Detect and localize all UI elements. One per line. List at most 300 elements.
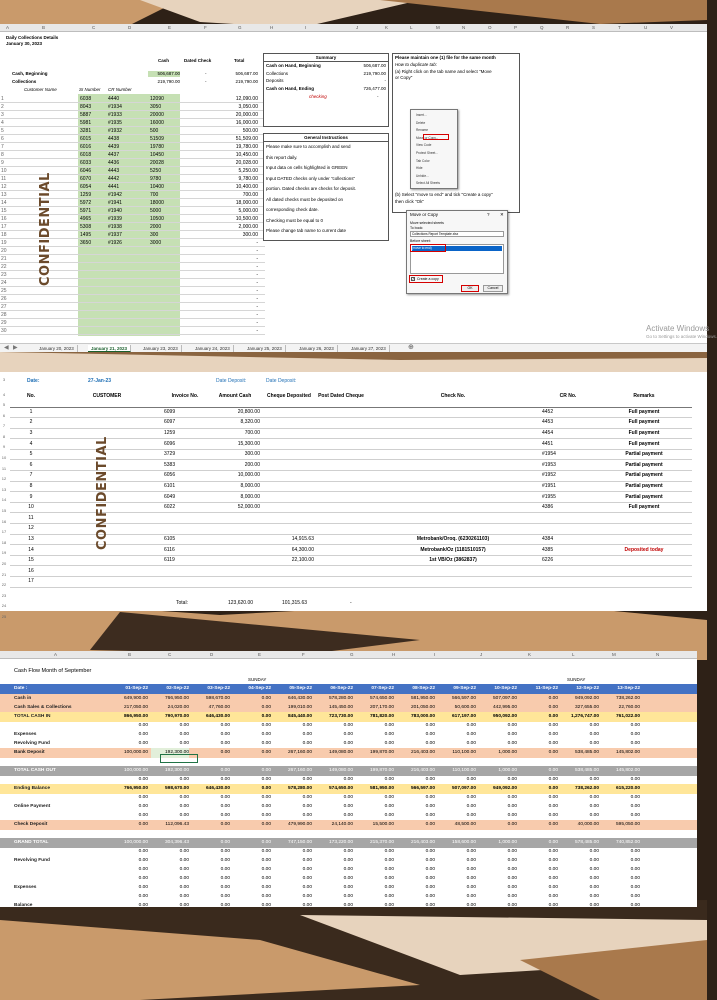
si-number[interactable]: 5972	[80, 200, 92, 206]
context-menu-item[interactable]: Select All Sheets	[416, 181, 440, 186]
value-cell[interactable]: 595,050.00	[615, 822, 640, 827]
value-cell[interactable]: 0.00	[179, 903, 189, 908]
value-cell[interactable]: 0.00	[343, 849, 353, 854]
cash-amount[interactable]: 3050	[150, 104, 162, 110]
value-cell[interactable]: 0.00	[548, 804, 558, 809]
value-cell[interactable]: 47,760.00	[208, 705, 230, 710]
value-cell[interactable]: 790,970.00	[164, 714, 189, 719]
amount-cash[interactable]: 700.00	[208, 428, 262, 439]
amount-cash[interactable]: 300.00	[208, 449, 262, 460]
si-number[interactable]: 6038	[80, 96, 92, 102]
value-cell[interactable]: 145,450.00	[328, 705, 353, 710]
cash-amount[interactable]: 5250	[150, 168, 162, 174]
cr-no[interactable]: 6226	[540, 555, 596, 566]
cheque-deposited[interactable]	[262, 418, 316, 429]
check-no[interactable]	[366, 524, 540, 535]
context-menu-item[interactable]: Move or Copy...	[416, 135, 439, 140]
value-cell[interactable]: 0.00	[548, 867, 558, 872]
cash-amount[interactable]: 300	[150, 232, 159, 238]
value-cell[interactable]: 0.00	[466, 777, 476, 782]
value-cell[interactable]: 766,950.00	[164, 696, 189, 701]
post-dated-cheque[interactable]	[316, 545, 366, 556]
value-cell[interactable]: 0.00	[589, 795, 599, 800]
si-number[interactable]: 3281	[80, 128, 92, 134]
value-cell[interactable]: 574,650.00	[328, 786, 353, 791]
value-cell[interactable]: 158,600.00	[451, 840, 476, 845]
value-cell[interactable]: 0.00	[220, 894, 230, 899]
value-cell[interactable]: 0.00	[384, 867, 394, 872]
invoice-no[interactable]: 6105	[162, 534, 208, 545]
value-cell[interactable]: 0.00	[630, 849, 640, 854]
value-cell[interactable]: 0.00	[179, 732, 189, 737]
value-cell[interactable]: 0.00	[220, 876, 230, 881]
cr-number[interactable]: 4439	[108, 144, 120, 150]
check-no[interactable]	[366, 566, 540, 577]
value-cell[interactable]: 0.00	[384, 849, 394, 854]
value-cell[interactable]: 646,430.00	[287, 696, 312, 701]
value-cell[interactable]: 0.00	[179, 723, 189, 728]
value-cell[interactable]: 0.00	[548, 813, 558, 818]
cr-number[interactable]: #1926	[108, 240, 122, 246]
check-no[interactable]	[366, 449, 540, 460]
value-cell[interactable]: 0.00	[138, 858, 148, 863]
value-cell[interactable]: 0.00	[220, 813, 230, 818]
value-cell[interactable]: 0.00	[343, 813, 353, 818]
context-menu-item[interactable]: Protect Sheet...	[416, 151, 438, 155]
amount-cash[interactable]	[208, 513, 262, 524]
cheque-deposited[interactable]	[262, 524, 316, 535]
value-cell[interactable]: 0.00	[302, 723, 312, 728]
value-cell[interactable]: 0.00	[589, 849, 599, 854]
value-cell[interactable]: 0.00	[220, 804, 230, 809]
value-cell[interactable]: 0.00	[384, 876, 394, 881]
cash-beginning-cash[interactable]: 506,687.00	[148, 71, 180, 77]
value-cell[interactable]: 304,396.43	[164, 840, 189, 845]
value-cell[interactable]: 0.00	[466, 849, 476, 854]
sheet-tab[interactable]: January 24, 2023	[192, 345, 234, 352]
value-cell[interactable]: 1,000.00	[498, 840, 517, 845]
si-number[interactable]: 4965	[80, 216, 92, 222]
value-cell[interactable]: 149,080.00	[328, 750, 353, 755]
amount-cash[interactable]	[208, 545, 262, 556]
invoice-no[interactable]: 6049	[162, 492, 208, 503]
value-cell[interactable]: 216,403.00	[410, 750, 435, 755]
amount-cash[interactable]: 8,000.00	[208, 492, 262, 503]
value-cell[interactable]: 207,170.00	[369, 705, 394, 710]
value-cell[interactable]: 267,160.00	[287, 768, 312, 773]
cr-no[interactable]: 4453	[540, 418, 596, 429]
invoice-no[interactable]	[162, 513, 208, 524]
sheet-tab[interactable]: January 23, 2023	[140, 345, 182, 352]
value-cell[interactable]: 24,140.00	[331, 822, 353, 827]
remarks[interactable]: Full payment	[596, 502, 692, 513]
customer-cell[interactable]	[52, 555, 162, 566]
check-no[interactable]	[366, 471, 540, 482]
si-number[interactable]: 6015	[80, 136, 92, 142]
cheque-deposited[interactable]	[262, 407, 316, 418]
value-cell[interactable]: 538,485.00	[574, 750, 599, 755]
cheque-deposited[interactable]	[262, 471, 316, 482]
value-cell[interactable]: 0.00	[425, 804, 435, 809]
cheque-deposited[interactable]	[262, 460, 316, 471]
value-cell[interactable]: 0.00	[630, 732, 640, 737]
remarks[interactable]: Full payment	[596, 439, 692, 450]
value-cell[interactable]: 0.00	[343, 894, 353, 899]
post-dated-cheque[interactable]	[316, 439, 366, 450]
value-cell[interactable]: 0.00	[425, 813, 435, 818]
value-cell[interactable]: 0.00	[261, 741, 271, 746]
value-cell[interactable]: 845,440.00	[287, 714, 312, 719]
value-cell[interactable]: 0.00	[384, 723, 394, 728]
cancel-button[interactable]: Cancel	[483, 285, 503, 292]
amount-cash[interactable]	[208, 566, 262, 577]
context-menu-item[interactable]: Delete	[416, 120, 426, 125]
si-number[interactable]: 1259	[80, 192, 92, 198]
invoice-no[interactable]: 6099	[162, 407, 208, 418]
invoice-no[interactable]: 6097	[162, 418, 208, 429]
value-cell[interactable]: 0.00	[384, 903, 394, 908]
value-cell[interactable]: 0.00	[302, 732, 312, 737]
value-cell[interactable]: 0.00	[589, 903, 599, 908]
dialog-close-icon[interactable]: ✕	[500, 212, 504, 217]
cr-number[interactable]: #1937	[108, 232, 122, 238]
check-no[interactable]: Metrobank/Oroq. (6230261103)	[366, 534, 540, 545]
value-cell[interactable]: 578,280.00	[328, 696, 353, 701]
value-cell[interactable]: 0.00	[589, 876, 599, 881]
value-cell[interactable]: 267,160.00	[287, 750, 312, 755]
value-cell[interactable]: 0.00	[589, 732, 599, 737]
value-cell[interactable]: 0.00	[384, 777, 394, 782]
amount-cash[interactable]	[208, 524, 262, 535]
value-cell[interactable]: 0.00	[466, 867, 476, 872]
context-menu-item[interactable]: View Code	[416, 143, 432, 148]
remarks[interactable]	[596, 566, 692, 577]
value-cell[interactable]: 0.00	[220, 840, 230, 845]
invoice-no[interactable]: 6096	[162, 439, 208, 450]
value-cell[interactable]: 110,100.00	[452, 768, 476, 773]
value-cell[interactable]: 0.00	[261, 894, 271, 899]
value-cell[interactable]: 100,000.00	[123, 750, 148, 755]
check-no[interactable]	[366, 418, 540, 429]
value-cell[interactable]: 0.00	[630, 723, 640, 728]
value-cell[interactable]: 0.00	[548, 822, 558, 827]
invoice-no[interactable]: 1259	[162, 428, 208, 439]
remarks[interactable]: Partial payment	[596, 471, 692, 482]
value-cell[interactable]: 0.00	[261, 705, 271, 710]
sheet-tab[interactable]: January 27, 2023	[348, 345, 390, 352]
invoice-no[interactable]: 6116	[162, 545, 208, 556]
value-cell[interactable]: 0.00	[343, 867, 353, 872]
value-cell[interactable]: 48,500.00	[454, 822, 476, 827]
invoice-no[interactable]	[162, 577, 208, 588]
cash-amount[interactable]: 12090	[150, 96, 164, 102]
cheque-deposited[interactable]: 64,300.00	[262, 545, 316, 556]
value-cell[interactable]: 0.00	[589, 741, 599, 746]
value-cell[interactable]: 0.00	[630, 795, 640, 800]
cheque-deposited[interactable]	[262, 428, 316, 439]
customer-cell[interactable]	[52, 566, 162, 577]
value-cell[interactable]: 0.00	[589, 894, 599, 899]
to-book-select[interactable]: Collections Report Template.xlsx	[410, 231, 504, 237]
add-sheet-icon[interactable]: ⊕	[408, 344, 414, 351]
value-cell[interactable]: 0.00	[302, 813, 312, 818]
value-cell[interactable]: 0.00	[384, 894, 394, 899]
value-cell[interactable]: 0.00	[138, 822, 148, 827]
value-cell[interactable]: 0.00	[179, 867, 189, 872]
value-cell[interactable]: 0.00	[507, 741, 517, 746]
value-cell[interactable]: 0.00	[261, 903, 271, 908]
si-number[interactable]: 5887	[80, 112, 92, 118]
value-cell[interactable]: 22,760.00	[618, 705, 640, 710]
value-cell[interactable]: 0.00	[179, 795, 189, 800]
cash-amount[interactable]: 19780	[150, 144, 164, 150]
si-number[interactable]: 8043	[80, 104, 92, 110]
value-cell[interactable]: 0.00	[343, 795, 353, 800]
value-cell[interactable]: 0.00	[384, 813, 394, 818]
value-cell[interactable]: 566,597.00	[410, 786, 435, 791]
value-cell[interactable]: 0.00	[220, 777, 230, 782]
value-cell[interactable]: 0.00	[548, 723, 558, 728]
cr-no[interactable]: #1951	[540, 481, 596, 492]
value-cell[interactable]: 0.00	[630, 867, 640, 872]
value-cell[interactable]: 0.00	[302, 867, 312, 872]
value-cell[interactable]: 0.00	[343, 723, 353, 728]
tab-scroll-left-icon[interactable]: ◀	[4, 345, 9, 351]
value-cell[interactable]: 0.00	[507, 858, 517, 863]
value-cell[interactable]: 199,010.00	[287, 705, 312, 710]
value-cell[interactable]: 0.00	[220, 768, 230, 773]
value-cell[interactable]: 538,485.00	[574, 768, 599, 773]
value-cell[interactable]: 0.00	[302, 894, 312, 899]
sheet-tab[interactable]: January 25, 2023	[244, 345, 286, 352]
value-cell[interactable]: 216,403.00	[410, 768, 435, 773]
value-cell[interactable]: 0.00	[261, 786, 271, 791]
value-cell[interactable]: 0.00	[220, 849, 230, 854]
amount-cash[interactable]: 8,000.00	[208, 481, 262, 492]
value-cell[interactable]: 0.00	[548, 777, 558, 782]
value-cell[interactable]: 0.00	[261, 723, 271, 728]
value-cell[interactable]: 507,097.00	[492, 696, 517, 701]
cash-amount[interactable]: 16000	[150, 120, 164, 126]
context-menu-item[interactable]: Hide	[416, 166, 423, 171]
value-cell[interactable]: 192,300.00	[151, 748, 189, 758]
si-number[interactable]: 6016	[80, 144, 92, 150]
cr-number[interactable]: 4442	[108, 176, 120, 182]
remarks[interactable]: Full payment	[596, 418, 692, 429]
value-cell[interactable]: 0.00	[630, 858, 640, 863]
value-cell[interactable]: 0.00	[261, 714, 271, 719]
value-cell[interactable]: 578,485.00	[574, 840, 599, 845]
cr-number[interactable]: #1939	[108, 216, 122, 222]
value-cell[interactable]: 0.00	[507, 813, 517, 818]
value-cell[interactable]: 24,020.00	[167, 705, 189, 710]
cheque-deposited[interactable]	[262, 577, 316, 588]
amount-cash[interactable]: 20,800.00	[208, 407, 262, 418]
value-cell[interactable]: 0.00	[466, 732, 476, 737]
cash-amount[interactable]: 51509	[150, 136, 164, 142]
cheque-deposited[interactable]	[262, 502, 316, 513]
cheque-deposited[interactable]: 22,100.00	[262, 555, 316, 566]
value-cell[interactable]: 574,650.00	[369, 696, 394, 701]
value-cell[interactable]: 0.00	[507, 723, 517, 728]
post-dated-cheque[interactable]	[316, 481, 366, 492]
value-cell[interactable]: 615,220.00	[615, 786, 640, 791]
cash-amount[interactable]: 9780	[150, 176, 162, 182]
amount-cash[interactable]	[208, 555, 262, 566]
value-cell[interactable]: 0.00	[220, 885, 230, 890]
si-number[interactable]: 6046	[80, 168, 92, 174]
value-cell[interactable]: 0.00	[425, 867, 435, 872]
post-dated-cheque[interactable]	[316, 524, 366, 535]
context-menu-item[interactable]: Unhide...	[416, 173, 429, 178]
cr-number[interactable]: 4443	[108, 168, 120, 174]
value-cell[interactable]: 0.00	[548, 732, 558, 737]
value-cell[interactable]: 0.00	[425, 723, 435, 728]
check-no[interactable]: 1st VB/Oz (3862837)	[366, 555, 540, 566]
cheque-deposited[interactable]	[262, 566, 316, 577]
value-cell[interactable]: 0.00	[302, 858, 312, 863]
cr-no[interactable]: 4384	[540, 534, 596, 545]
value-cell[interactable]: 0.00	[138, 876, 148, 881]
value-cell[interactable]: 0.00	[466, 804, 476, 809]
check-no[interactable]	[366, 407, 540, 418]
value-cell[interactable]: 738,262.00	[574, 786, 599, 791]
value-cell[interactable]: 0.00	[179, 849, 189, 854]
cr-number[interactable]: #1942	[108, 192, 122, 198]
value-cell[interactable]: 0.00	[261, 885, 271, 890]
value-cell[interactable]: 0.00	[548, 696, 558, 701]
value-cell[interactable]: 0.00	[220, 867, 230, 872]
value-cell[interactable]: 0.00	[179, 741, 189, 746]
value-cell[interactable]: 0.00	[425, 777, 435, 782]
post-dated-cheque[interactable]	[316, 502, 366, 513]
value-cell[interactable]: 0.00	[548, 858, 558, 863]
value-cell[interactable]: 0.00	[384, 732, 394, 737]
value-cell[interactable]: 0.00	[138, 732, 148, 737]
remarks[interactable]: Partial payment	[596, 449, 692, 460]
cash-amount[interactable]: 18000	[150, 200, 164, 206]
value-cell[interactable]: 0.00	[138, 723, 148, 728]
value-cell[interactable]: 173,220.00	[328, 840, 353, 845]
value-cell[interactable]: 50,600.00	[454, 705, 476, 710]
value-cell[interactable]: 0.00	[138, 903, 148, 908]
check-no[interactable]	[366, 513, 540, 524]
value-cell[interactable]: 0.00	[138, 741, 148, 746]
value-cell[interactable]: 145,802.00	[615, 768, 640, 773]
value-cell[interactable]: 216,403.00	[410, 840, 435, 845]
value-cell[interactable]: 100,000.00	[123, 768, 148, 773]
cr-number[interactable]: 4440	[108, 96, 120, 102]
value-cell[interactable]: 0.00	[425, 849, 435, 854]
value-cell[interactable]: 0.00	[343, 858, 353, 863]
value-cell[interactable]: 0.00	[138, 777, 148, 782]
value-cell[interactable]: 0.00	[630, 894, 640, 899]
value-cell[interactable]: 40,000.00	[577, 822, 599, 827]
cr-number[interactable]: #1941	[108, 200, 122, 206]
value-cell[interactable]: 0.00	[548, 714, 558, 719]
sheet-tab[interactable]: January 26, 2023	[296, 345, 338, 352]
value-cell[interactable]: 0.00	[548, 786, 558, 791]
si-number[interactable]: 6070	[80, 176, 92, 182]
remarks[interactable]	[596, 555, 692, 566]
si-number[interactable]: 1495	[80, 232, 92, 238]
amount-cash[interactable]: 52,000.00	[208, 502, 262, 513]
value-cell[interactable]: 0.00	[179, 876, 189, 881]
value-cell[interactable]: 747,150.00	[287, 840, 312, 845]
value-cell[interactable]: 0.00	[302, 795, 312, 800]
si-number[interactable]: 6054	[80, 184, 92, 190]
cr-no[interactable]	[540, 524, 596, 535]
move-to-end-item[interactable]: (move to end)	[412, 246, 502, 251]
cr-number[interactable]: 4441	[108, 184, 120, 190]
check-no[interactable]	[366, 492, 540, 503]
ok-button[interactable]: OK	[461, 285, 479, 292]
value-cell[interactable]: 0.00	[589, 723, 599, 728]
value-cell[interactable]: 0.00	[179, 894, 189, 899]
value-cell[interactable]: 649,900.00	[123, 696, 148, 701]
value-cell[interactable]: 0.00	[425, 741, 435, 746]
value-cell[interactable]: 110,100.00	[452, 750, 476, 755]
value-cell[interactable]: 0.00	[302, 777, 312, 782]
value-cell[interactable]: 0.00	[630, 813, 640, 818]
value-cell[interactable]: 866,950.00	[123, 714, 148, 719]
value-cell[interactable]: 578,280.00	[287, 786, 312, 791]
cr-no[interactable]: #1955	[540, 492, 596, 503]
value-cell[interactable]: 0.00	[261, 768, 271, 773]
value-cell[interactable]: 738,262.00	[615, 696, 640, 701]
customer-cell[interactable]	[52, 577, 162, 588]
post-dated-cheque[interactable]	[316, 566, 366, 577]
value-cell[interactable]: 0.00	[507, 849, 517, 854]
value-cell[interactable]: 0.00	[507, 777, 517, 782]
post-dated-cheque[interactable]	[316, 407, 366, 418]
value-cell[interactable]: 0.00	[630, 741, 640, 746]
post-dated-cheque[interactable]	[316, 418, 366, 429]
check-no[interactable]	[366, 502, 540, 513]
invoice-no[interactable]: 6101	[162, 481, 208, 492]
cr-no[interactable]: #1952	[540, 471, 596, 482]
check-no[interactable]	[366, 577, 540, 588]
value-cell[interactable]: 740,852.00	[615, 840, 640, 845]
value-cell[interactable]: 0.00	[548, 795, 558, 800]
value-cell[interactable]: 0.00	[384, 858, 394, 863]
si-number[interactable]: 5308	[80, 224, 92, 230]
value-cell[interactable]: 0.00	[589, 804, 599, 809]
value-cell[interactable]: 0.00	[548, 741, 558, 746]
cr-number[interactable]: #1934	[108, 104, 122, 110]
value-cell[interactable]: 0.00	[261, 696, 271, 701]
value-cell[interactable]: 0.00	[630, 777, 640, 782]
value-cell[interactable]: 0.00	[302, 903, 312, 908]
value-cell[interactable]: 0.00	[466, 885, 476, 890]
value-cell[interactable]: 581,950.00	[410, 696, 435, 701]
cr-number[interactable]: #1935	[108, 120, 122, 126]
value-cell[interactable]: 0.00	[589, 867, 599, 872]
value-cell[interactable]: 598,670.00	[205, 696, 230, 701]
invoice-no[interactable]: 6119	[162, 555, 208, 566]
context-menu-item[interactable]: Tab Color	[416, 158, 430, 163]
value-cell[interactable]: 0.00	[589, 777, 599, 782]
remarks[interactable]	[596, 534, 692, 545]
value-cell[interactable]: 442,995.00	[492, 705, 517, 710]
value-cell[interactable]: 0.00	[343, 804, 353, 809]
value-cell[interactable]: 0.00	[261, 750, 271, 755]
value-cell[interactable]: 0.00	[302, 741, 312, 746]
value-cell[interactable]: 0.00	[220, 822, 230, 827]
si-number[interactable]: 5981	[80, 120, 92, 126]
cheque-deposited[interactable]	[262, 492, 316, 503]
value-cell[interactable]: 0.00	[220, 903, 230, 908]
